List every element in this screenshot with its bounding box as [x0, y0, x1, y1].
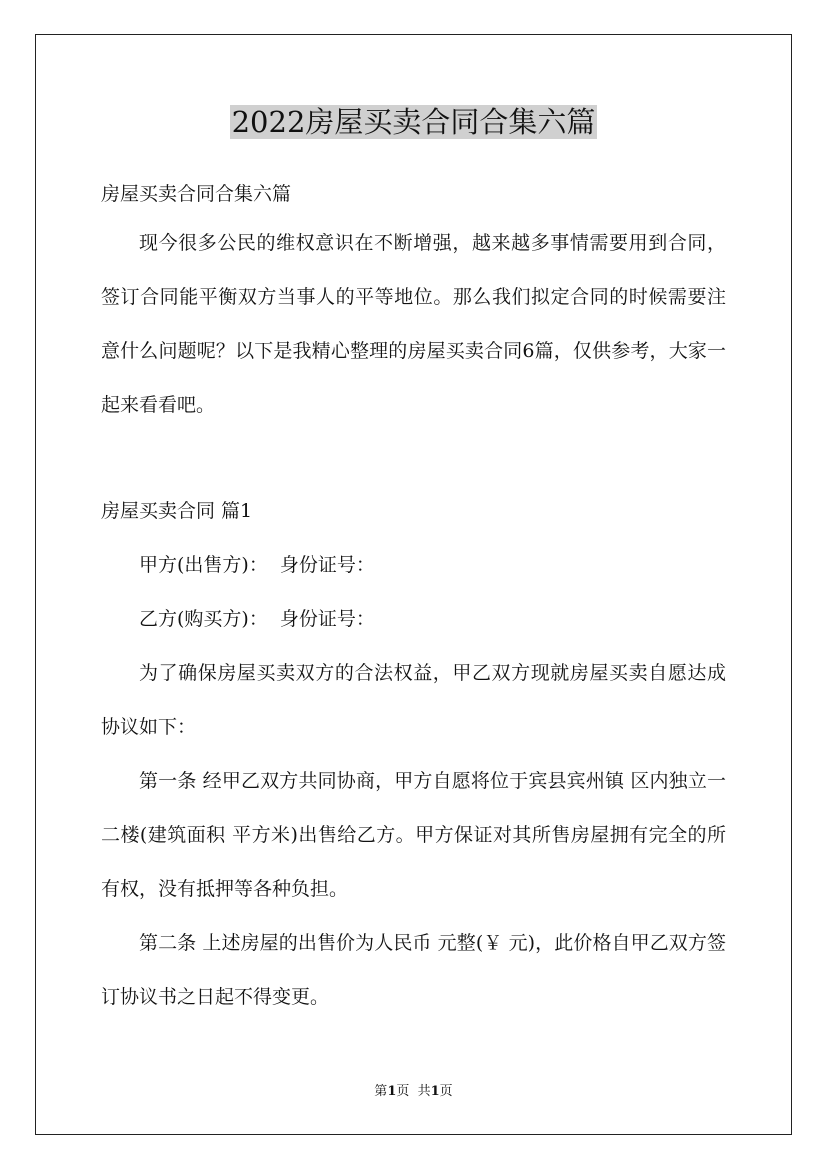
footer-page-suffix: 页 — [439, 1084, 453, 1099]
article-2-paragraph: 第二条 上述房屋的出售价为人民币 元整(￥ 元)，此价格自甲乙双方签订协议书之日起不得变更。 — [101, 932, 726, 1008]
party-b-line: 乙方(购买方)： 身份证号： — [139, 608, 375, 630]
page-footer — [0, 1080, 827, 1104]
purpose-paragraph: 为了确保房屋买卖双方的合法权益，甲乙双方现就房屋买卖自愿达成协议如下： — [101, 662, 726, 738]
document-subtitle: 房屋买卖合同合集六篇 — [101, 183, 292, 205]
footer-page-mid: 页 共 — [396, 1084, 431, 1099]
section-spacer — [101, 432, 726, 484]
footer-page-prefix: 第 — [374, 1084, 388, 1099]
article-1-paragraph: 第一条 经甲乙双方共同协商，甲方自愿将位于宾县宾州镇 区内独立一二楼(建筑面积 平方米)出售给乙方。甲方保证对其所售房屋拥有完全的所有权，没有抵押等各种负担。 — [101, 770, 726, 900]
document-body — [101, 172, 726, 1024]
intro-paragraph: 现今很多公民的维权意识在不断增强，越来越多事情需要用到合同，签订合同能平衡双方当事人的平等地位。那么我们拟定合同的时候需要注意什么问题呢？以下是我精心整理的房屋买卖合同6篇，仅供参考，大家一起来看看吧。 — [101, 232, 726, 416]
footer-page-total: 1 — [430, 1084, 440, 1099]
section-heading: 房屋买卖合同 篇1 — [101, 500, 253, 522]
document-title-text: 2022房屋买卖合同合集六篇 — [231, 105, 596, 139]
footer-page-current: 1 — [387, 1084, 397, 1099]
party-a-line: 甲方(出售方)： 身份证号： — [139, 554, 375, 576]
document-title — [0, 100, 827, 144]
